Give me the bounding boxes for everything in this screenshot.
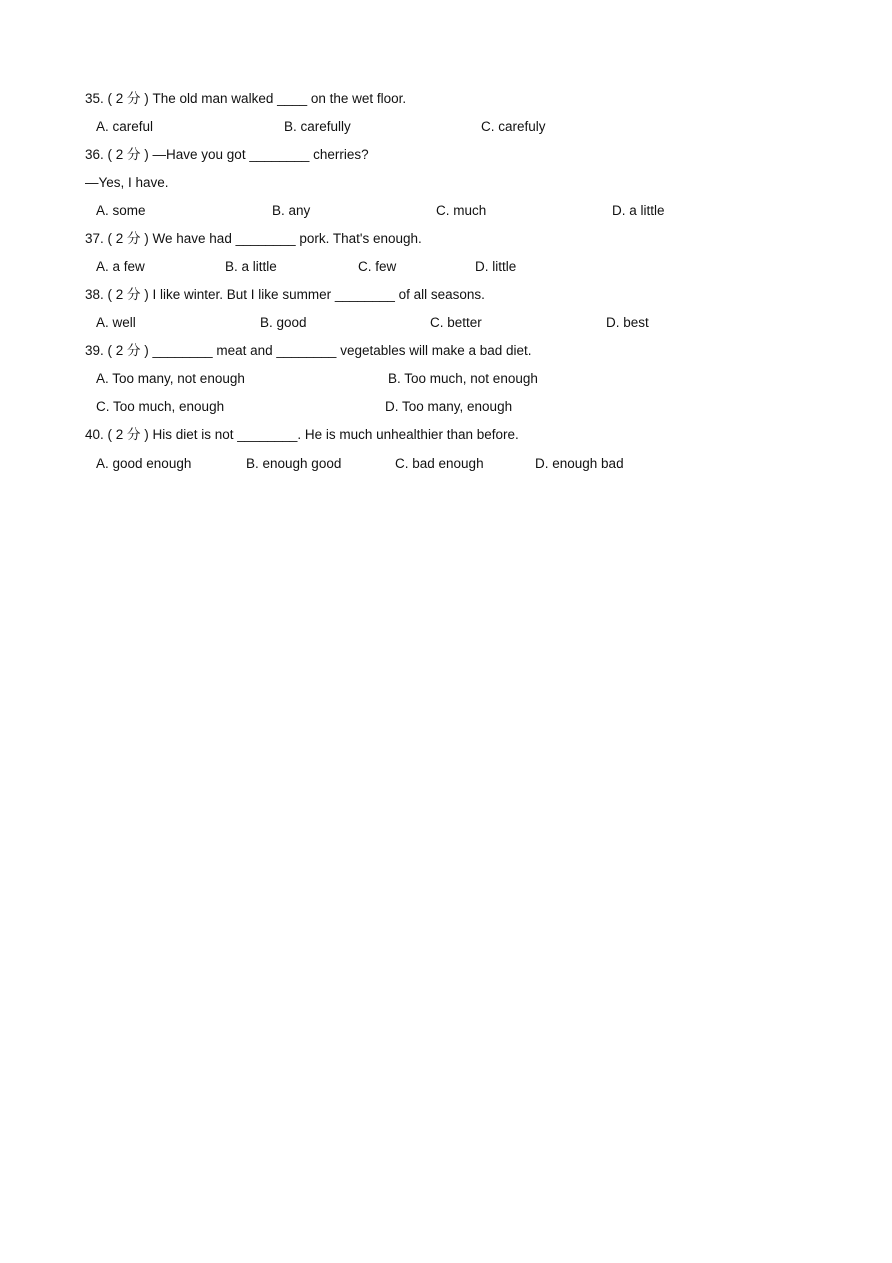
question-39-stem: 39. ( 2 分 ) ________ meat and ________ vegetables will make a bad diet.	[85, 343, 532, 358]
question-38-option-c: C. better	[430, 315, 482, 330]
question-38-option-b: B. good	[260, 315, 307, 330]
question-38-option-a: A. well	[96, 315, 136, 330]
question-40-option-c: C. bad enough	[395, 456, 484, 471]
question-35-option-b: B. carefully	[284, 119, 351, 134]
question-37-option-d: D. little	[475, 259, 517, 274]
question-36-continuation: —Yes, I have.	[85, 175, 169, 190]
question-38-stem: 38. ( 2 分 ) I like winter. But I like summer ________ of all seasons.	[85, 287, 485, 302]
question-39-option-a: A. Too many, not enough	[96, 371, 245, 386]
question-37-stem: 37. ( 2 分 ) We have had ________ pork. That's enough.	[85, 231, 422, 246]
question-35-option-c: C. carefuly	[481, 119, 546, 134]
question-39-option-b: B. Too much, not enough	[388, 371, 538, 386]
question-39-option-c: C. Too much, enough	[96, 399, 225, 414]
question-40-option-b: B. enough good	[246, 456, 342, 471]
question-36-option-d: D. a little	[612, 203, 665, 218]
question-40-option-d: D. enough bad	[535, 456, 624, 471]
question-38-option-d: D. best	[606, 315, 649, 330]
question-37-option-b: B. a little	[225, 259, 277, 274]
question-40-option-a: A. good enough	[96, 456, 192, 471]
question-36-option-b: B. any	[272, 203, 311, 218]
question-36-stem: 36. ( 2 分 ) —Have you got ________ cherries?	[85, 147, 369, 162]
question-40-stem: 40. ( 2 分 ) His diet is not ________. He is much unhealthier than before.	[85, 427, 519, 442]
question-36-option-a: A. some	[96, 203, 146, 218]
question-36-option-c: C. much	[436, 203, 487, 218]
question-37-option-c: C. few	[358, 259, 397, 274]
question-35-option-a: A. careful	[96, 119, 154, 134]
question-35-stem: 35. ( 2 分 ) The old man walked ____ on the wet floor.	[85, 91, 407, 106]
question-39-option-d: D. Too many, enough	[385, 399, 513, 414]
question-37-option-a: A. a few	[96, 259, 145, 274]
